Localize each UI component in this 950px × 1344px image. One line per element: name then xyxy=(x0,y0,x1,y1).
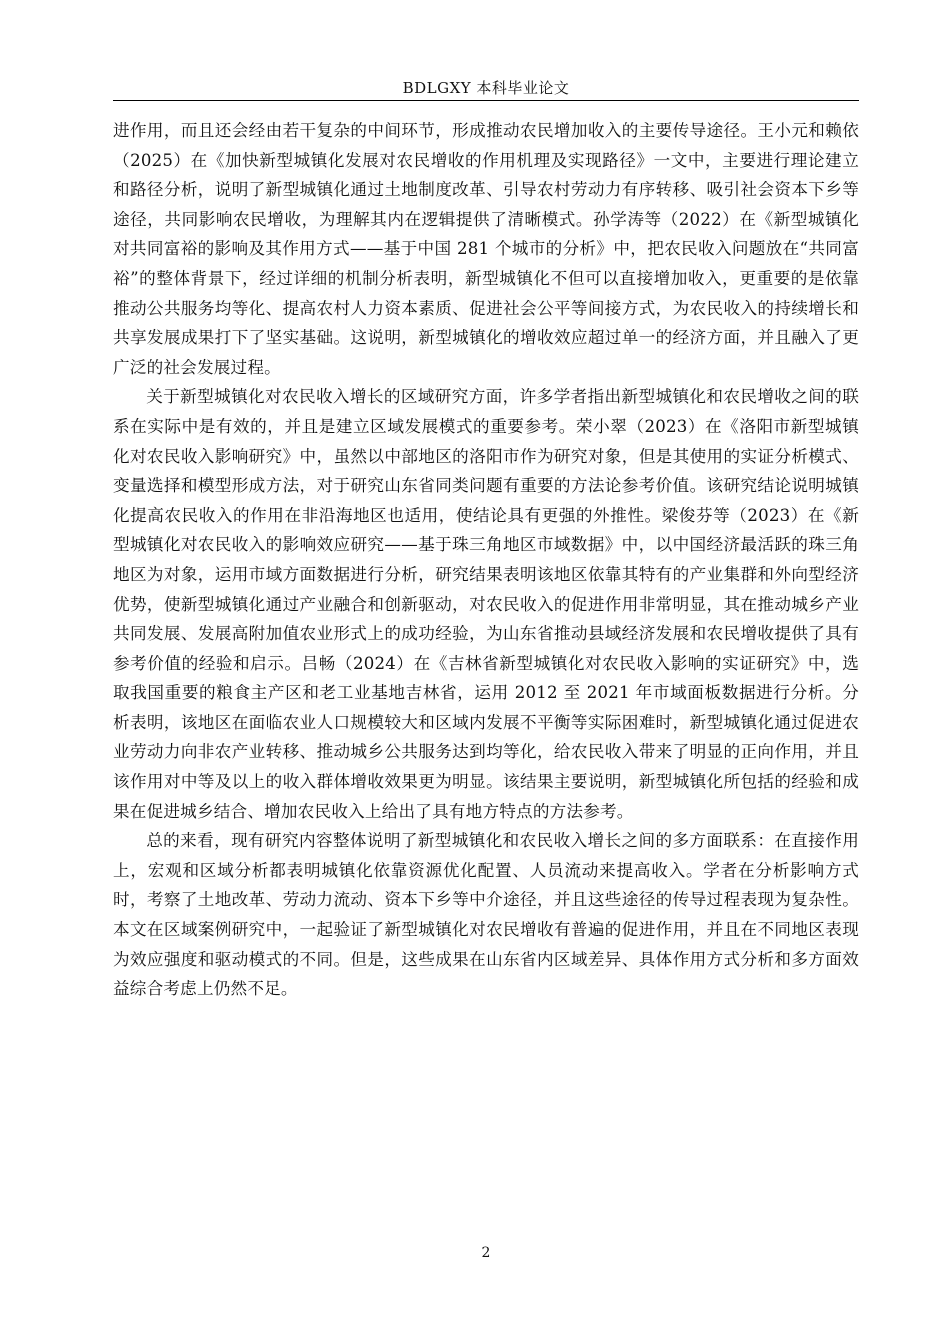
page-number: 2 xyxy=(481,1245,491,1261)
body-paragraph-continued: 进作用，而且还会经由若干复杂的中间环节，形成推动农民增加收入的主要传导途径。王小元和赖依（2025）在《加快新型城镇化发展对农民增收的作用机理及实现路径》一文中，主要进行理论建立和路径分析，说明了新型城镇化通过土地制度改革、引导农村劳动力有序转移、吸引社会资本下乡等途径，共同影响农民增收，为理解其内在逻辑提供了清晰模式。孙学涛等（2022）在《新型城镇化对共同富裕的影响及其作用方式——基于中国 281 个城市的分析》中，把农民收入问题放在“共同富裕”的整体背景下，经过详细的机制分析表明，新型城镇化不但可以直接增加收入，更重要的是依靠推动公共服务均等化、提高农村人力资本素质、促进社会公平等间接方式，为农民收入的持续增长和共享发展成果打下了坚实基础。这说明，新型城镇化的增收效应超过单一的经济方面，并且融入了更广泛的社会发展过程。 xyxy=(113,121,859,377)
body-paragraph-summary: 总的来看，现有研究内容整体说明了新型城镇化和农民收入增长之间的多方面联系：在直接作用上，宏观和区域分析都表明城镇化依靠资源优化配置、人员流动来提高收入。学者在分析影响方式时，考察了土地改革、劳动力流动、资本下乡等中介途径，并且这些途径的传导过程表现为复杂性。本文在区域案例研究中，一起验证了新型城镇化对农民增收有普遍的促进作用，并且在不同地区表现为效应强度和驱动模式的不同。但是，这些成果在山东省内区域差异、具体作用方式分析和多方面效益综合考虑上仍然不足。 xyxy=(113,831,859,999)
header-divider xyxy=(113,100,859,101)
running-header: BDLGXY 本科毕业论文 xyxy=(402,79,570,97)
document-body xyxy=(113,116,859,1004)
body-paragraph-regional-studies: 关于新型城镇化对农民收入增长的区域研究方面，许多学者指出新型城镇化和农民增收之间的联系在实际中是有效的，并且是建立区域发展模式的重要参考。荣小翠（2023）在《洛阳市新型城镇化对农民收入影响研究》中，虽然以中部地区的洛阳市作为研究对象，但是其使用的实证分析模式、变量选择和模型形成方法，对于研究山东省同类问题有重要的方法论参考价值。该研究结论说明城镇化提高农民收入的作用在非沿海地区也适用，使结论具有更强的外推性。梁俊芬等（2023）在《新型城镇化对农民收入的影响效应研究——基于珠三角地区市域数据》中，以中国经济最活跃的珠三角地区为对象，运用市域方面数据进行分析，研究结果表明该地区依靠其特有的产业集群和外向型经济优势，使新型城镇化通过产业融合和创新驱动，对农民收入的促进作用非常明显，其在推动城乡产业共同发展、发展高附加值农业形式上的成功经验，为山东省推动县域经济发展和农民增收提供了具有参考价值的经验和启示。吕畅（2024）在《吉林省新型城镇化对农民收入影响的实证研究》中，选取我国重要的粮食主产区和老工业基地吉林省，运用 2012 至 2021 年市域面板数据进行分析。分析表明，该地区在面临农业人口规模较大和区域内发展不平衡等实际困难时，新型城镇化通过促进农业劳动力向非农产业转移、推动城乡公共服务达到均等化，给农民收入带来了明显的正向作用，并且该作用对中等及以上的收入群体增收效果更为明显。该结果主要说明，新型城镇化所包括的经验和成果在促进城乡结合、增加农民收入上给出了具有地方特点的方法参考。 xyxy=(113,387,859,821)
